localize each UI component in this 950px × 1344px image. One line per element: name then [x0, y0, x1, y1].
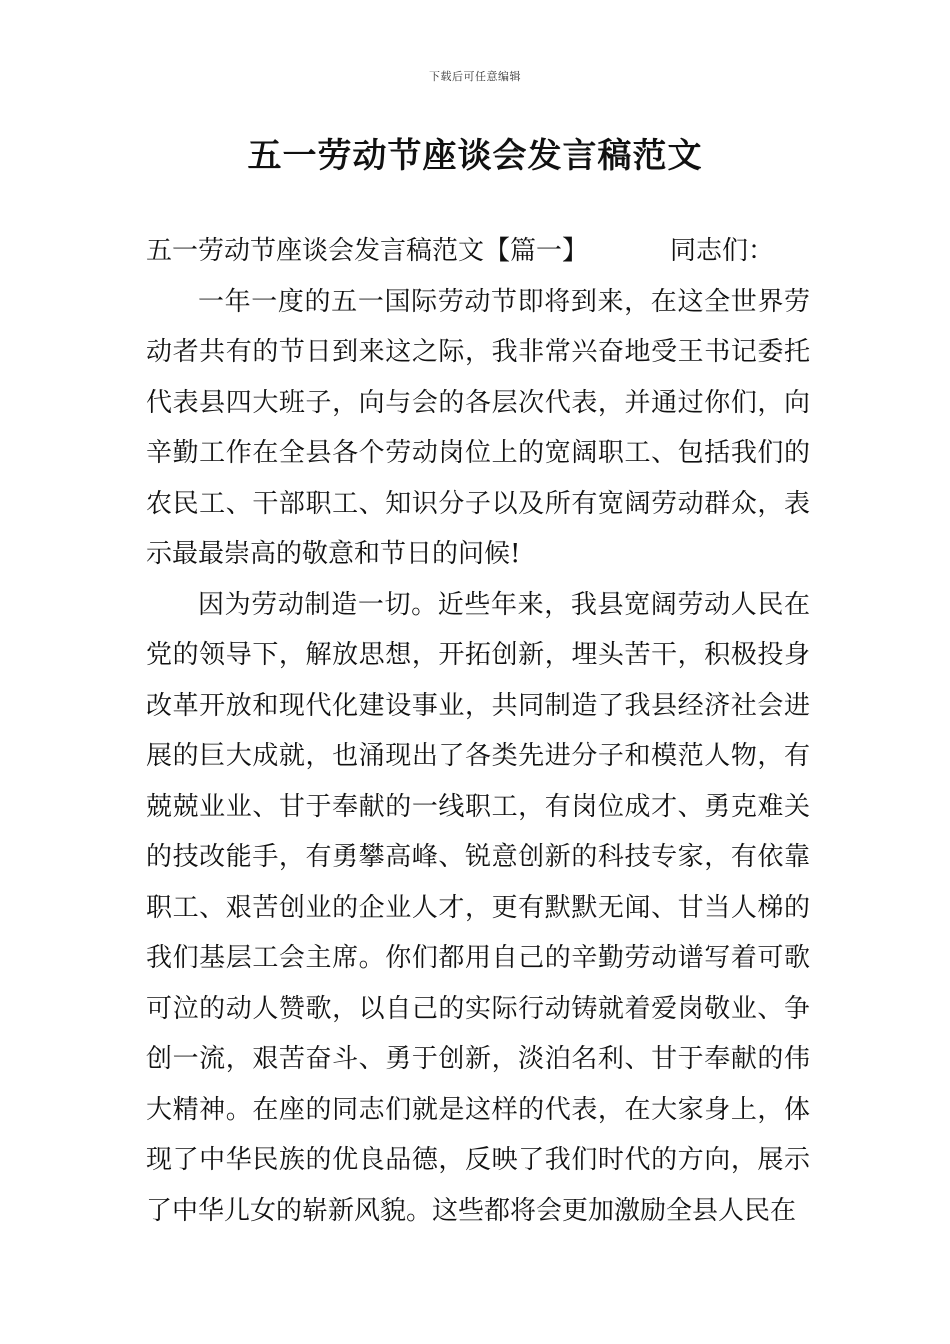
paragraph-2: 因为劳动制造一切。近些年来，我县宽阔劳动人民在党的领导下，解放思想，开拓创新，埋头苦干，积极投身改革开放和现代化建设事业，共同制造了我县经济社会进展的巨大成就，也涌现出了各类先进分子和模范人物，有兢兢业业、甘于奉献的一线职工，有岗位成才、勇克难关的技改能手，有勇攀高峰、锐意创新的科技专家，有依靠职工、艰苦创业的企业人才，更有默默无闻、甘当人梯的我们基层工会主席。你们都用自己的辛勤劳动谱写着可歌可泣的动人赞歌，以自己的实际行动铸就着爱岗敬业、争创一流，艰苦奋斗、勇于创新，淡泊名利、甘于奉献的伟大精神。在座的同志们就是这样的代表，在大家身上，体现了中华民族的优良品德，反映了我们时代的方向，展示了中华儿女的崭新风貌。这些都将会更加激励全县人民在	[146, 589, 810, 1226]
paragraph-1: 一年一度的五一国际劳动节即将到来，在这全世界劳动者共有的节日到来这之际，我非常兴奋地受王书记委托代表县四大班子，向与会的各层次代表，并通过你们，向辛勤工作在全县各个劳动岗位上的宽阔职工、包括我们的农民工、干部职工、知识分子以及所有宽阔劳动群众，表示最最崇高的敬意和节日的问候!	[146, 286, 810, 569]
section-heading: 五一劳动节座谈会发言稿范文【篇一】	[146, 236, 589, 266]
document-body	[146, 226, 810, 1236]
section-heading-line	[146, 226, 810, 277]
header-note: 下载后可任意编辑	[429, 70, 521, 83]
document-title: 五一劳动节座谈会发言稿范文	[247, 136, 703, 176]
salutation: 同志们：	[670, 236, 775, 266]
